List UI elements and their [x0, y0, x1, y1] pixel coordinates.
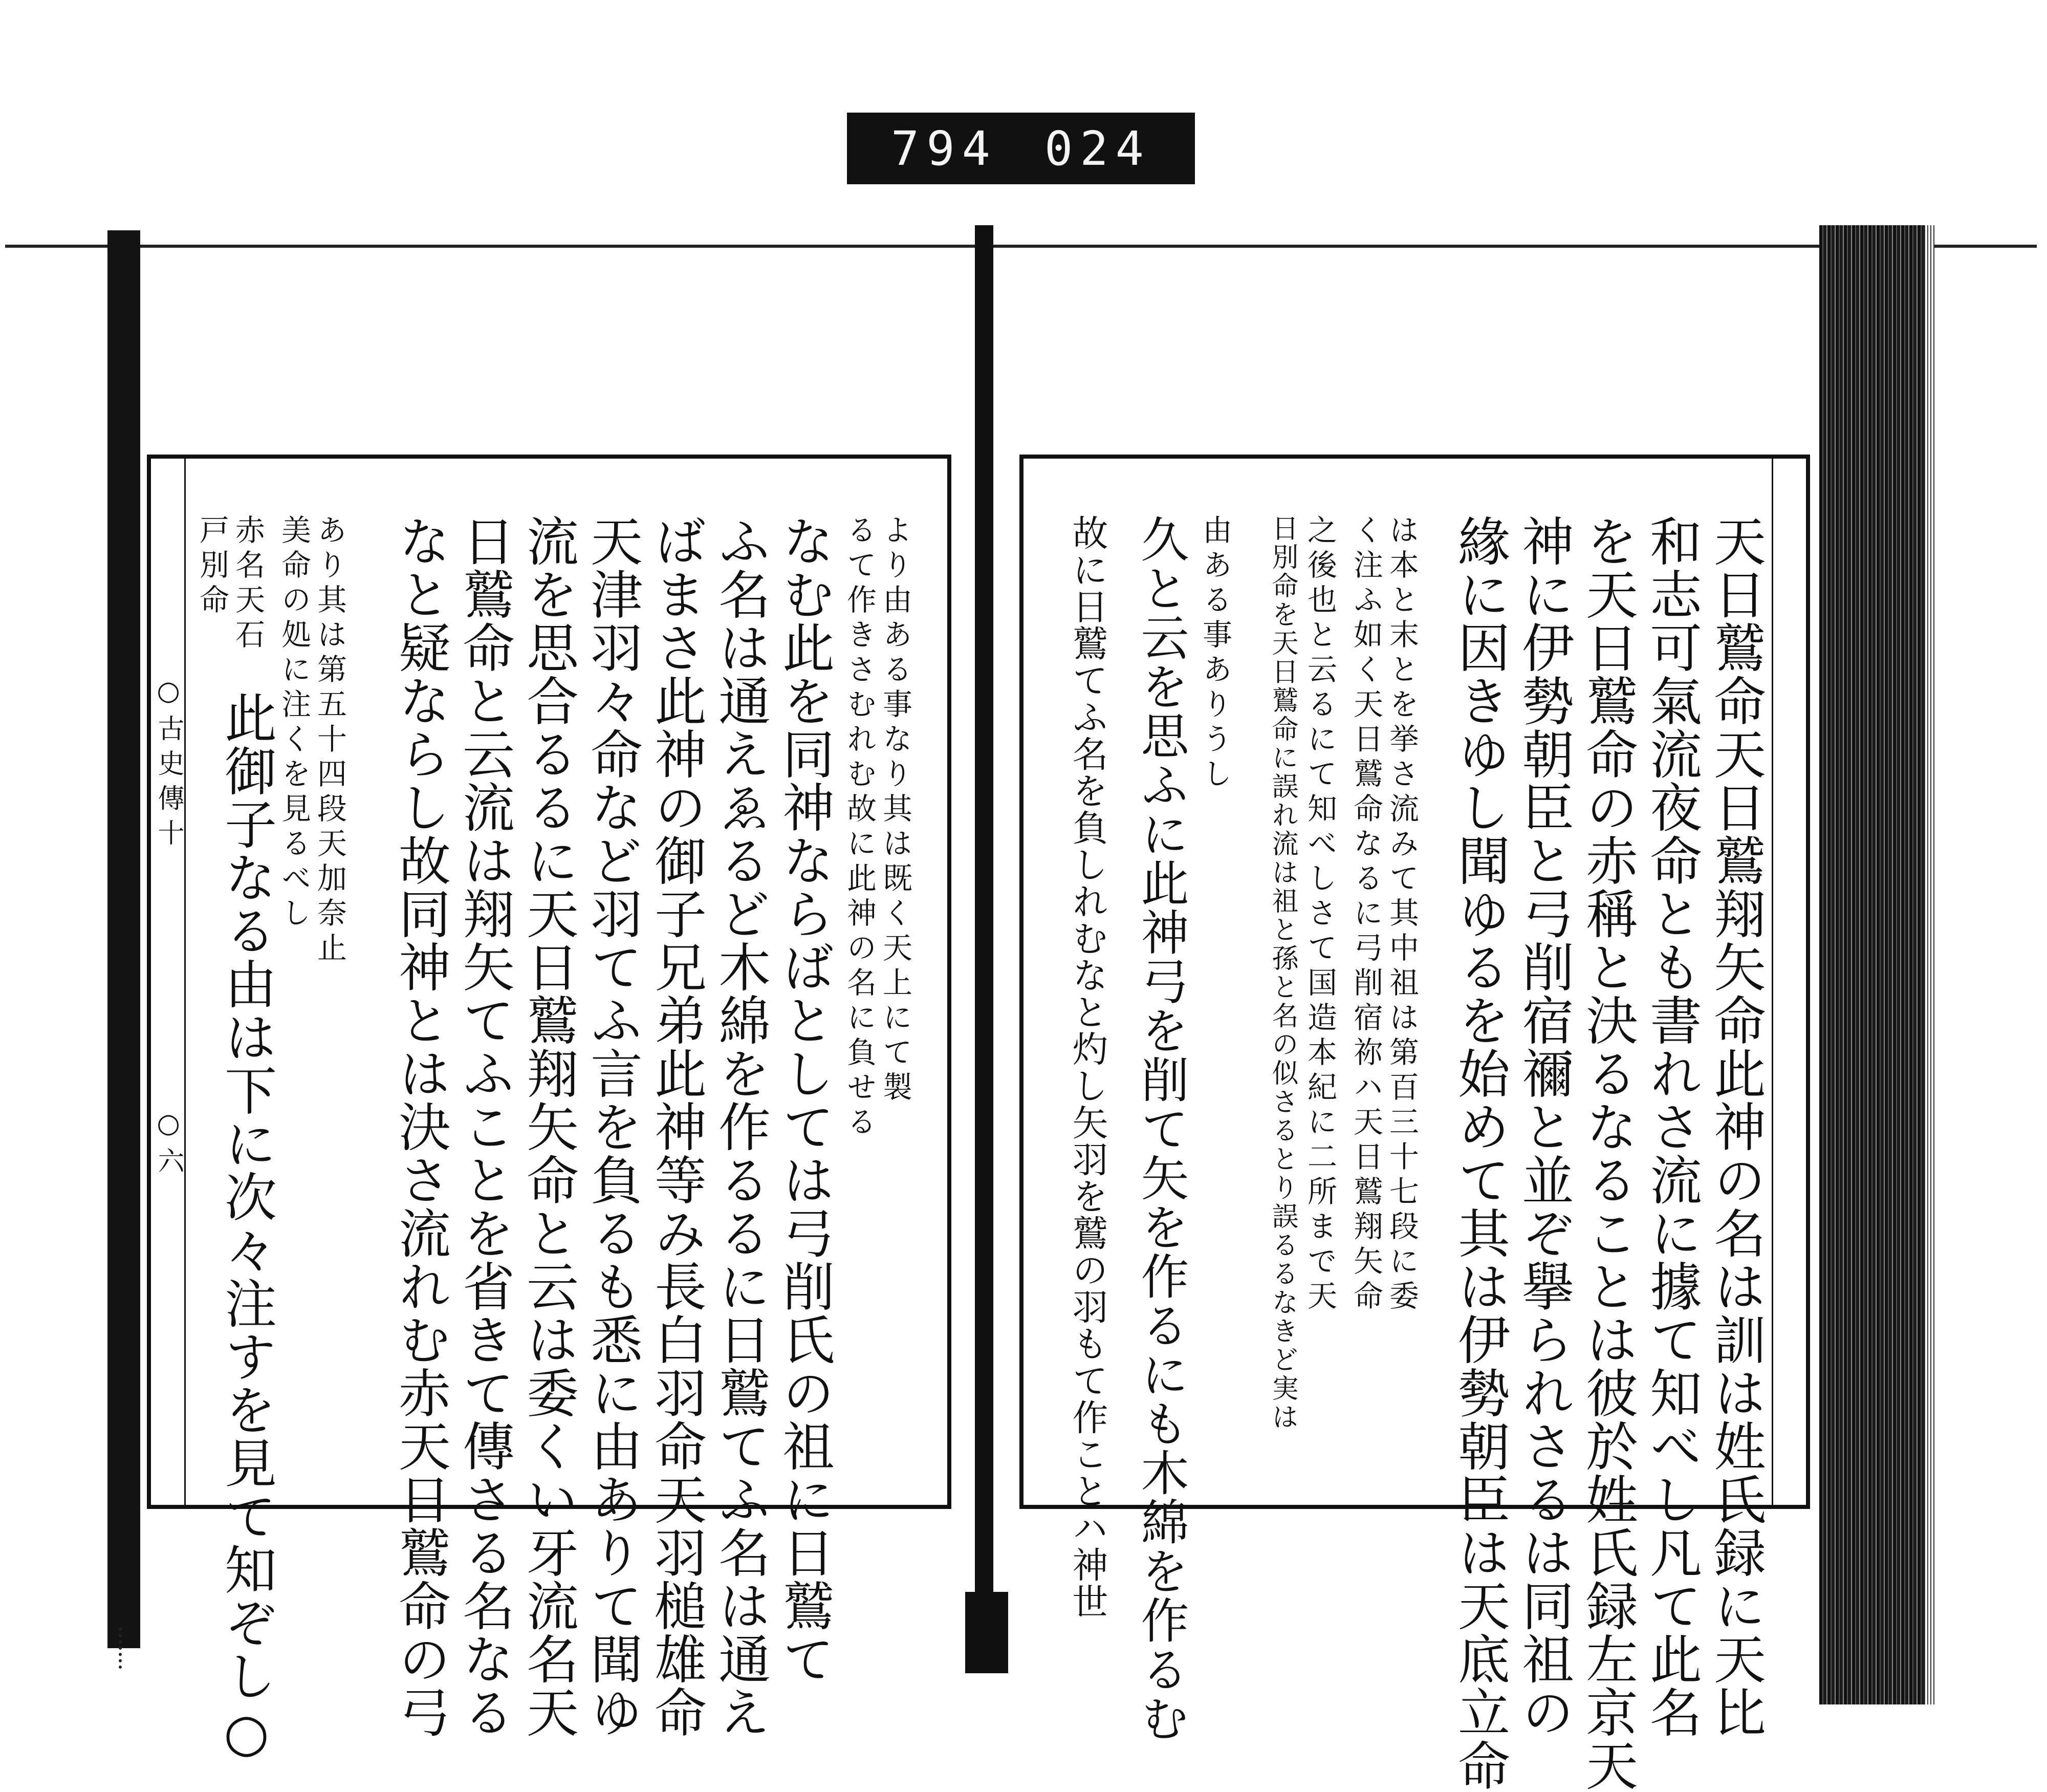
left-page-column-1-line-2: るて作きさむれむ故に此神の名に負せる — [842, 514, 877, 1141]
right-page-column-3: を天日鷲命の赤稱と決るなることは彼於姓氏録左京天 — [1577, 514, 1638, 1792]
right-page-column-5: 緣に因きゆし聞ゆるを始めて其は伊勢朝臣は天底立命 — [1449, 514, 1510, 1792]
right-page-column-10: 故に日鷲てふ名を負しれむなと灼し矢羽を鷲の羽もて作ことハ神世 — [1066, 514, 1108, 1620]
left-page-column-1-line-1: より由ある事なり其は既く天上にて製 — [878, 514, 912, 1106]
right-page-column-7-line-1: 之後也と云るにて知べしさて国造本紀に二所まで天 — [1302, 514, 1337, 1315]
left-page-column-5: 天津羽々命など羽てふ言を負るも悉に由ありて聞ゆ — [582, 514, 643, 1739]
right-page-column-6-line-2: く注ふ如く天日鷲命なるに弓削宿祢ハ天日鷲翔矢命 — [1348, 514, 1383, 1315]
book-spine-foot — [965, 1592, 1008, 1673]
left-cover-edge — [107, 230, 140, 1648]
right-page-column-2: 和志可氣流夜命とも書れさ流に據て知べし凡て此名 — [1641, 514, 1702, 1739]
right-page-block-edges — [1819, 225, 1924, 1704]
book-spine — [975, 225, 993, 1673]
left-page-margin-rule — [184, 455, 186, 1509]
left-page-column-3: ふ名は通えゑるど木綿を作るるに日鷲てふ名は通え — [710, 514, 771, 1739]
right-page-column-6-line-1: は本と末とを挙さ流みて其中祖は第百三十七段に委 — [1384, 514, 1419, 1315]
left-page-column-4: ばまさ此神の御子兄弟此神等み長白羽命天羽槌雄命 — [646, 514, 707, 1739]
right-page-margin-rule — [1772, 455, 1773, 1509]
book-top-edge — [5, 245, 2037, 248]
left-page-column-9-line-1: あり其は第五十四段天加奈止 — [312, 514, 347, 967]
left-page-column-8: なと疑ならし故同神とは決さ流れむ赤天日鷲命の弓 — [390, 514, 451, 1739]
left-page-column-7: 日鷲命と云流は翔矢てふことを省きて傳さる名なる — [454, 514, 515, 1739]
left-page-column-10-line-1: 赤名天石 — [230, 514, 265, 654]
right-page-column-9: 久と云を思ふに此神弓を削て矢を作るにも木綿を作るむ — [1133, 514, 1188, 1743]
right-page-column-1: 天日鷲命天日鷲翔矢命此神の名は訓は姓氏録に天比 — [1705, 514, 1766, 1739]
left-page-column-2: なむ此を同神ならばとしては弓削氏の祖に日鷲て — [774, 514, 835, 1686]
left-page-column-10-line-2: 戸別命 — [194, 514, 229, 619]
left-cover-frayed-edge — [119, 1628, 153, 1669]
right-page-column-4: 神に伊勢朝臣と弓削宿禰と並ぞ擧られさるは同祖の — [1513, 514, 1574, 1739]
right-paper-edges — [1924, 225, 1934, 1704]
left-page-column-11: 此御子なる由は下に次々注すを見て知ぞし○ — [216, 691, 277, 1764]
frame-number-label — [847, 113, 1195, 184]
left-page-column-6: 流を思合るるに天日鷲翔矢命と云は委くい牙流名天 — [518, 514, 579, 1739]
frame-number-left: 794 — [890, 121, 998, 176]
frame-number-right: 024 — [1044, 121, 1151, 176]
right-page-column-8: 由ある事ありうし — [1197, 514, 1232, 793]
left-page-margin-page-number: ○六 — [153, 1108, 184, 1182]
left-page-column-9-line-2: 美命の処に注くを見るべし — [276, 514, 311, 932]
left-page-margin-title: ○古史傳十 — [153, 676, 184, 854]
right-page-column-7-line-2: 日別命を天日鷲命に誤れ流は祖と孫と名の似さるとり誤るるなきど実は — [1267, 514, 1298, 1432]
